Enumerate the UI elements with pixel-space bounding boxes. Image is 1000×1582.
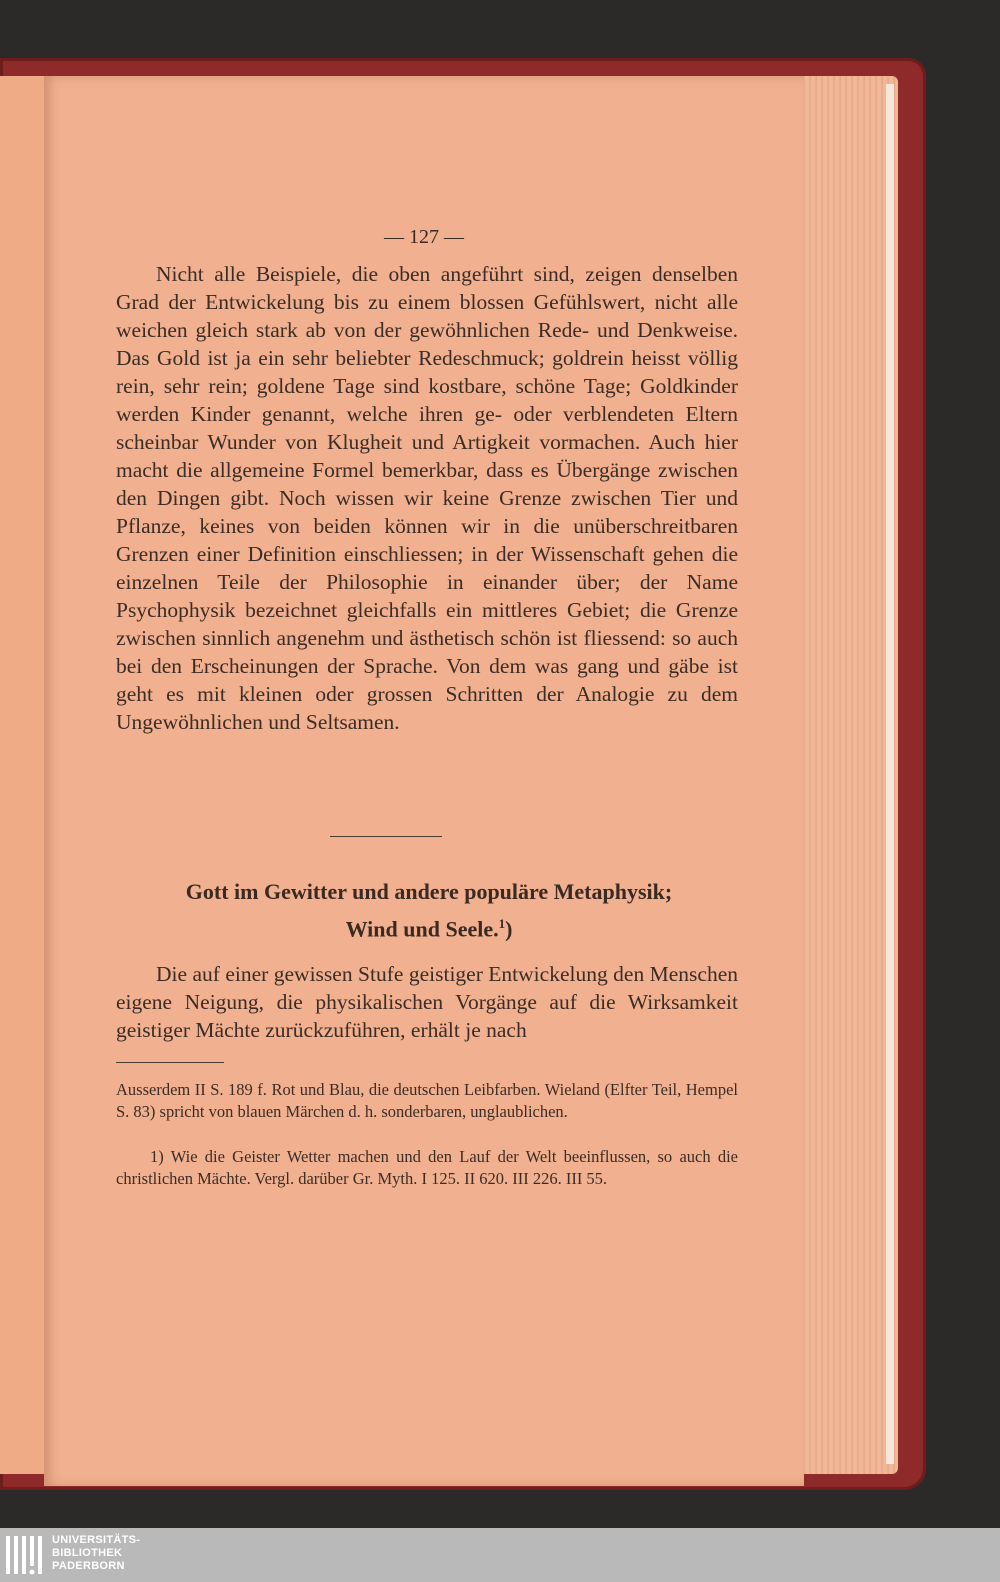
page-edges <box>800 76 898 1474</box>
heading-line-1: Gott im Gewitter und andere populäre Metaphysik; <box>185 879 673 904</box>
footnote-divider <box>116 1062 224 1063</box>
footnote-1: 1) Wie die Geister Wetter machen und den Lauf der Welt beeinflussen, so auch die christlichen Mächte. Vergl. darüber Gr. Myth. I 125. II 620. III 226. III 55. <box>116 1147 738 1188</box>
facing-page-edge <box>0 76 46 1474</box>
library-logo-text <box>52 1534 140 1573</box>
heading-line-2: Wind und Seele. <box>345 916 499 942</box>
section-divider <box>330 836 442 837</box>
section-heading <box>84 876 774 945</box>
library-logo-icon <box>6 1534 46 1576</box>
heading-close-paren: ) <box>505 916 513 942</box>
logo-line-1: UNIVERSITÄTS- <box>52 1534 141 1546</box>
logo-line-2: BIBLIOTHEK <box>52 1547 123 1559</box>
page-number: — 127 — <box>384 226 464 248</box>
paragraph-metaphysics: Die auf einer gewissen Stufe geistiger Entwickelung den Menschen eigene Neigung, die physikalischen Vorgänge auf die Wirksamkeit geistiger Mächte zurückzuführen, erhält je nach <box>116 962 738 1042</box>
library-footer <box>0 1528 1000 1582</box>
page-edge-highlight <box>886 84 894 1464</box>
book-page <box>44 76 804 1486</box>
heading-footnote-mark: 1 <box>498 916 506 931</box>
footnote-continuation: Ausserdem II S. 189 f. Rot und Blau, die deutschen Leibfarben. Wieland (Elfter Teil, Hempel S. 83) spricht von blauen Märchen d. h. sonderbaren, unglaublichen. <box>116 1080 738 1121</box>
paragraph-gold: Nicht alle Beispiele, die oben angeführt sind, zeigen denselben Grad der Entwickelung bis zu einem blossen Gefühlswert, nicht alle weichen gleich stark ab von der gewöhnlichen Rede- und Denkweise. Das Gold ist ja ein sehr beliebter Redeschmuck; goldrein heisst völlig rein, sehr rein; goldene Tage sind kostbare, schöne Tage; Goldkinder werden Kinder genannt, welche ihren ge- oder verblendeten Eltern scheinbar Wunder von Klugheit und Artigkeit vormachen. Auch hier macht die allgemeine Formel bemerkbar, dass es Übergänge zwischen den Dingen gibt. Noch wissen wir keine Grenze zwischen Tier und Pflanze, keines von beiden können wir in die unüberschreitbaren Grenzen einer Definition einschliessen; in der Wissenschaft gehen die einzelnen Teile der Philosophie in einander über; der Name Psychophysik bezeichnet gleichfalls ein mittleres Gebiet; die Grenze zwischen sinnlich angenehm und ästhetisch schön ist fliessend: so auch bei den Erscheinungen der Sprache. Von dem was gang und gäbe ist geht es mit kleinen oder grossen Schritten der Analogie zu dem Ungewöhnlichen und Seltsamen. <box>116 262 738 734</box>
logo-line-3: PADERBORN <box>52 1560 125 1572</box>
